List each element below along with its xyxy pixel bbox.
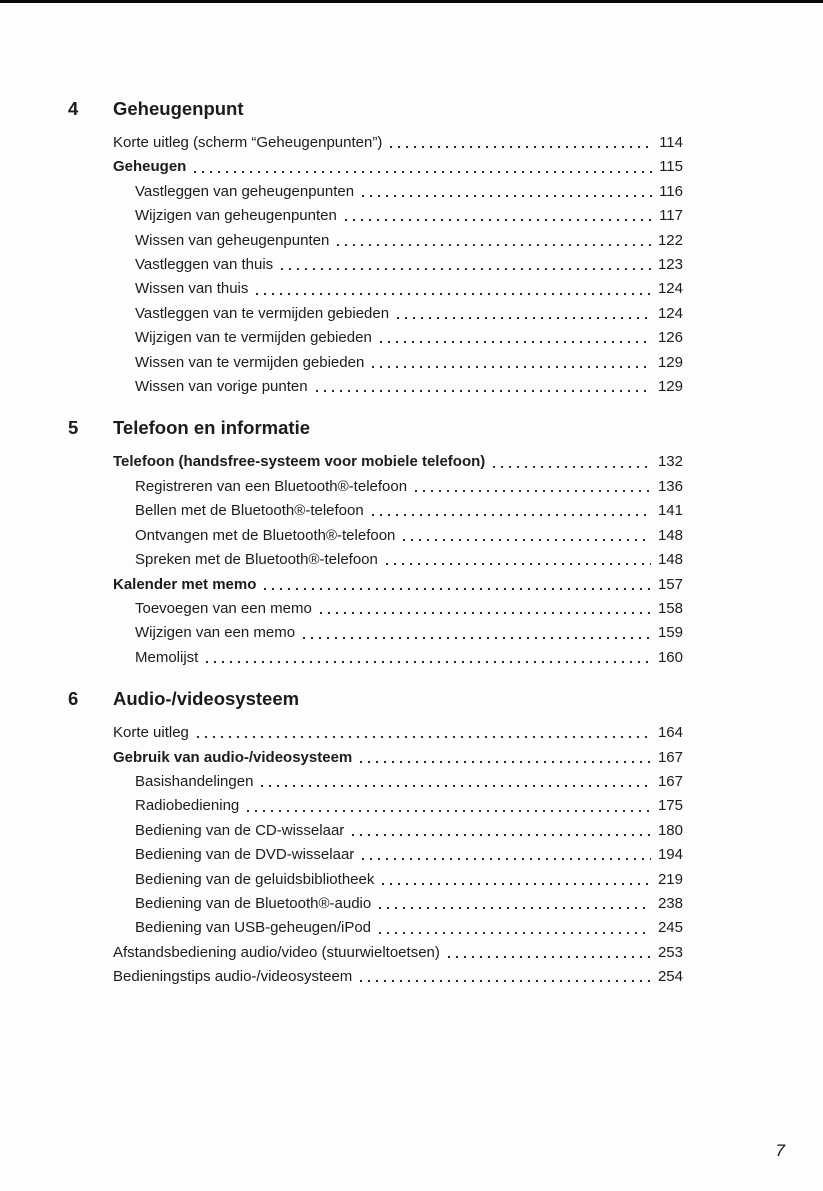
toc-entry-page: 116 bbox=[659, 182, 683, 200]
toc-entry-label: Bediening van de DVD-wisselaar bbox=[135, 846, 355, 864]
dot-leader bbox=[362, 858, 651, 860]
dot-leader bbox=[372, 366, 651, 368]
dot-leader bbox=[194, 171, 652, 173]
dot-leader bbox=[264, 588, 651, 590]
toc-entry bbox=[135, 204, 683, 228]
toc-entry-page: 115 bbox=[659, 158, 683, 176]
toc-entry bbox=[135, 524, 683, 548]
section-number: 4 bbox=[68, 98, 79, 119]
toc-entry-label: Vastleggen van te vermijden gebieden bbox=[135, 304, 390, 322]
dot-leader bbox=[345, 219, 652, 221]
toc-entry-page: 122 bbox=[657, 231, 683, 249]
toc-entry-page: 124 bbox=[657, 280, 683, 298]
toc-entry-label: Wissen van geheugenpunten bbox=[135, 231, 330, 249]
toc-entry-label: Ontvangen met de Bluetooth®-telefoon bbox=[135, 526, 396, 544]
toc-entry bbox=[135, 621, 683, 645]
dot-leader bbox=[360, 761, 651, 763]
toc-entry-page: 180 bbox=[657, 821, 683, 839]
toc-entry-label: Bediening van de Bluetooth®-audio bbox=[135, 894, 372, 912]
table-of-contents bbox=[68, 95, 683, 990]
toc-entry-label: Spreken met de Bluetooth®-telefoon bbox=[135, 551, 378, 569]
toc-entry-label: Wijzigen van een memo bbox=[135, 624, 296, 642]
section-heading bbox=[68, 95, 683, 122]
toc-entry-page: 148 bbox=[657, 526, 683, 544]
section-number: 5 bbox=[68, 417, 79, 439]
toc-entry-label: Telefoon (handsfree-systeem voor mobiele telefoon) bbox=[113, 453, 486, 471]
dot-leader bbox=[403, 539, 651, 541]
dot-leader bbox=[390, 146, 652, 148]
toc-entry-label: Wijzigen van geheugenpunten bbox=[135, 207, 337, 225]
toc-entry-page: 129 bbox=[657, 353, 683, 371]
dot-leader bbox=[206, 661, 651, 663]
toc-entry-label: Kalender met memo bbox=[113, 575, 257, 593]
toc-entry-page: 194 bbox=[657, 846, 683, 864]
toc-entry bbox=[135, 277, 683, 301]
toc-entry bbox=[113, 131, 683, 155]
dot-leader bbox=[337, 244, 651, 246]
toc-entry-page: 254 bbox=[657, 968, 683, 986]
toc-entry bbox=[135, 351, 683, 375]
dot-leader bbox=[379, 907, 651, 909]
section-heading bbox=[68, 685, 683, 712]
toc-entry-page: 238 bbox=[657, 894, 683, 912]
toc-entry-label: Registreren van een Bluetooth®-telefoon bbox=[135, 477, 408, 495]
toc-entry-page: 219 bbox=[657, 870, 683, 888]
toc-entry-label: Wissen van thuis bbox=[135, 280, 249, 298]
dot-leader bbox=[197, 736, 651, 738]
dot-leader bbox=[261, 785, 651, 787]
toc-entry bbox=[135, 229, 683, 253]
toc-entry bbox=[135, 819, 683, 843]
toc-entry-label: Bedieningstips audio-/videosysteem bbox=[113, 968, 353, 986]
toc-entry-page: 164 bbox=[657, 724, 683, 742]
dot-leader bbox=[362, 195, 652, 197]
dot-leader bbox=[360, 980, 651, 982]
toc-entry bbox=[135, 916, 683, 940]
dot-leader bbox=[281, 268, 651, 270]
dot-leader bbox=[415, 490, 651, 492]
toc-entry bbox=[135, 180, 683, 204]
dot-leader bbox=[397, 317, 651, 319]
toc-entry-label: Korte uitleg (scherm “Geheugenpunten”) bbox=[113, 134, 383, 151]
page-number: 7 bbox=[775, 1141, 785, 1160]
toc-entry bbox=[113, 450, 683, 474]
section-title: Audio-/videosysteem bbox=[113, 688, 300, 710]
toc-entry bbox=[113, 573, 683, 597]
toc-entry-page: 167 bbox=[657, 772, 683, 790]
dot-leader bbox=[256, 293, 651, 295]
toc-entry-page: 129 bbox=[657, 378, 683, 396]
toc-entry bbox=[135, 375, 683, 399]
toc-entry bbox=[135, 499, 683, 523]
section-heading bbox=[68, 414, 683, 441]
toc-entry-label: Bediening van de CD-wisselaar bbox=[135, 821, 345, 839]
dot-leader bbox=[320, 612, 651, 614]
dot-leader bbox=[379, 932, 651, 934]
toc-entry-label: Afstandsbediening audio/video (stuurwieltoetsen) bbox=[113, 943, 440, 961]
toc-entry-label: Vastleggen van geheugenpunten bbox=[135, 182, 355, 200]
toc-entry bbox=[135, 253, 683, 277]
toc-entry bbox=[135, 843, 683, 867]
toc-entry bbox=[113, 155, 683, 179]
section-title: Geheugenpunt bbox=[113, 98, 244, 119]
toc-entry-page: 175 bbox=[657, 797, 683, 815]
toc-entry-label: Wissen van vorige punten bbox=[135, 378, 308, 396]
toc-entry bbox=[135, 326, 683, 350]
toc-entry-label: Bediening van de geluidsbibliotheek bbox=[135, 870, 375, 888]
dot-leader bbox=[380, 341, 651, 343]
toc-entry-label: Geheugen bbox=[113, 158, 187, 176]
section-title: Telefoon en informatie bbox=[113, 417, 311, 439]
toc-entry-label: Wissen van te vermijden gebieden bbox=[135, 353, 365, 371]
toc-entry bbox=[135, 646, 683, 670]
toc-entry-page: 253 bbox=[657, 943, 683, 961]
dot-leader bbox=[382, 883, 651, 885]
toc-entry-label: Bediening van USB-geheugen/iPod bbox=[135, 919, 372, 937]
toc-entry-page: 123 bbox=[657, 256, 683, 274]
toc-entry bbox=[113, 941, 683, 965]
toc-entry-page: 167 bbox=[657, 748, 683, 766]
toc-entry bbox=[135, 770, 683, 794]
toc-entry-page: 117 bbox=[659, 207, 683, 225]
dot-leader bbox=[448, 956, 651, 958]
toc-entry bbox=[135, 794, 683, 818]
toc-entry bbox=[113, 746, 683, 770]
toc-entry-label: Vastleggen van thuis bbox=[135, 256, 274, 274]
dot-leader bbox=[372, 514, 651, 516]
dot-leader bbox=[303, 637, 651, 639]
toc-entry bbox=[135, 475, 683, 499]
toc-entry-page: 158 bbox=[657, 599, 683, 617]
toc-entry-label: Radiobediening bbox=[135, 797, 240, 815]
toc-entry-label: Korte uitleg bbox=[113, 724, 189, 742]
dot-leader bbox=[386, 563, 651, 565]
toc-entry-page: 160 bbox=[657, 648, 683, 666]
toc-entry bbox=[135, 302, 683, 326]
toc-entry-label: Memolijst bbox=[135, 648, 199, 666]
toc-entry-page: 159 bbox=[657, 624, 683, 642]
section-number: 6 bbox=[68, 688, 79, 710]
dot-leader bbox=[247, 810, 651, 812]
toc-entry-label: Bellen met de Bluetooth®-telefoon bbox=[135, 502, 364, 520]
dot-leader bbox=[316, 390, 651, 392]
toc-entry-label: Basishandelingen bbox=[135, 772, 254, 790]
toc-entry-label: Toevoegen van een memo bbox=[135, 599, 312, 617]
toc-entry-page: 126 bbox=[657, 329, 683, 347]
toc-entry bbox=[135, 548, 683, 572]
toc-entry-page: 157 bbox=[657, 575, 683, 593]
toc-entry-page: 245 bbox=[657, 919, 683, 937]
toc-entry-page: 136 bbox=[657, 477, 683, 495]
toc-entry-page: 124 bbox=[657, 304, 683, 322]
toc-entry-page: 114 bbox=[659, 134, 683, 151]
toc-entry bbox=[135, 892, 683, 916]
dot-leader bbox=[352, 834, 651, 836]
dot-leader bbox=[493, 466, 651, 468]
toc-entry bbox=[135, 868, 683, 892]
toc-entry bbox=[113, 965, 683, 989]
toc-entry-page: 132 bbox=[657, 453, 683, 471]
toc-entry-label: Wijzigen van te vermijden gebieden bbox=[135, 329, 372, 347]
toc-entry-page: 141 bbox=[657, 502, 683, 520]
toc-entry bbox=[135, 597, 683, 621]
toc-entry bbox=[113, 721, 683, 745]
toc-entry-page: 148 bbox=[657, 551, 683, 569]
toc-entry-label: Gebruik van audio-/videosysteem bbox=[113, 748, 353, 766]
